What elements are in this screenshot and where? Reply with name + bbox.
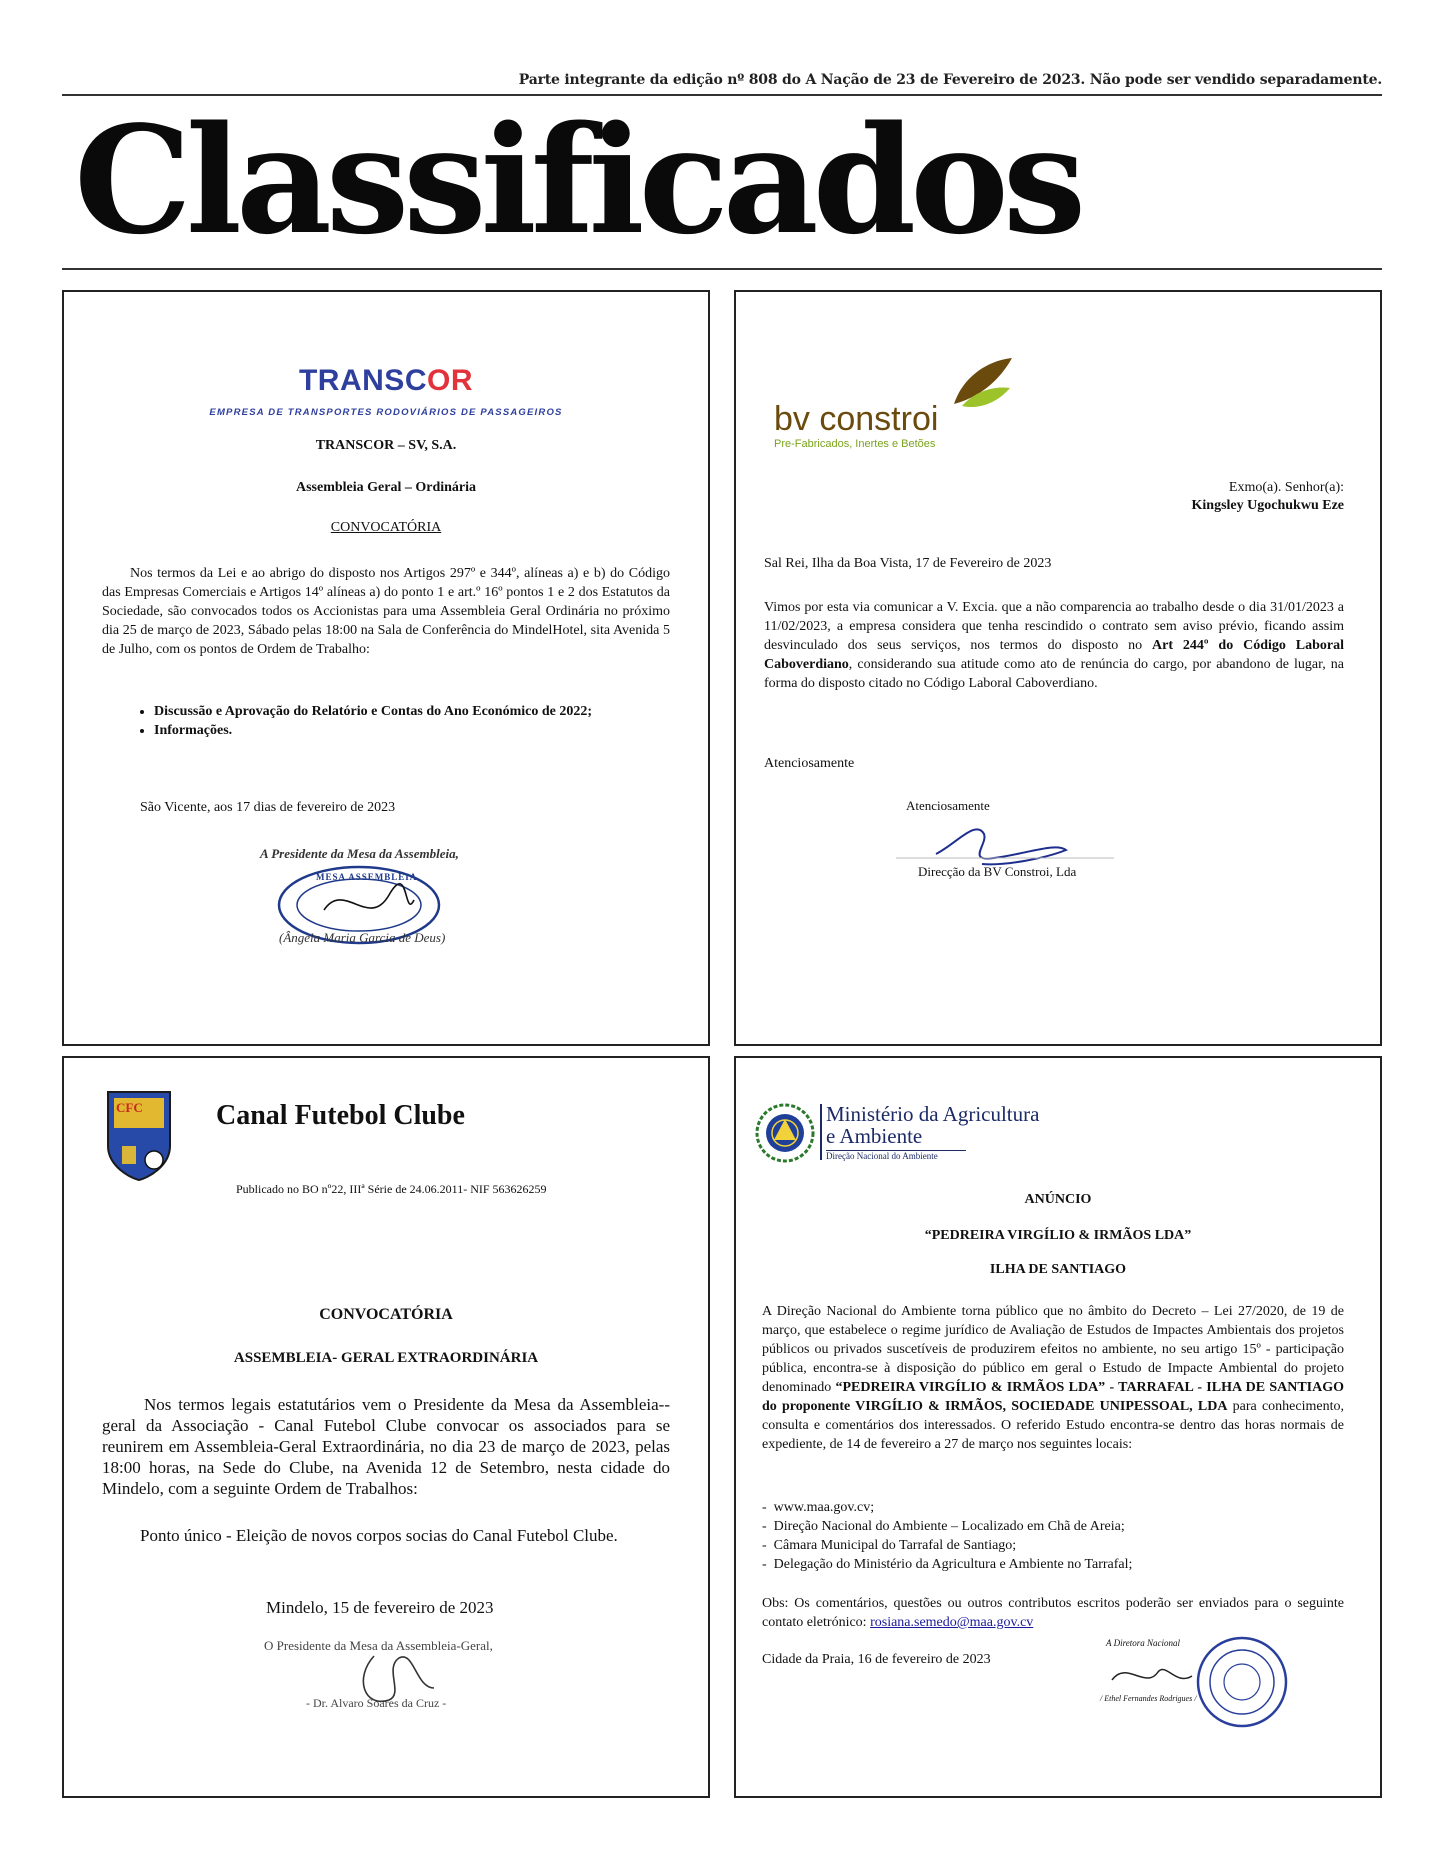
ad-transcor xyxy=(62,290,710,1046)
ministry-stamp-icon xyxy=(1194,1634,1290,1730)
transcor-logo xyxy=(64,364,708,398)
club-heading: CONVOCATÓRIA xyxy=(319,1306,453,1323)
ministry-body xyxy=(762,1302,1344,1454)
ministry-location-item: - www.maa.gov.cv; xyxy=(762,1500,875,1515)
club-title: Canal Futebol Clube xyxy=(216,1100,465,1131)
coat-of-arms-icon xyxy=(754,1102,816,1164)
header-rule-bottom xyxy=(62,268,1382,270)
ministry-obs xyxy=(762,1594,1344,1632)
club-publication: Publicado no BO nº22, IIIª Série de 24.06.2011- NIF 563626259 xyxy=(236,1182,547,1196)
transcor-logo-right: R xyxy=(450,364,473,397)
club-sig-title: O Presidente da Mesa da Assembleia-Geral, xyxy=(264,1638,493,1653)
leaf-logo-icon xyxy=(946,354,1016,410)
ministry-locations xyxy=(762,1498,1344,1574)
bv-logo-subtitle: Pre-Fabricados, Inertes e Betões xyxy=(774,438,936,450)
ministry-location-item: - Câmara Municipal do Tarrafal de Santiago; xyxy=(762,1538,1017,1553)
ministry-project: “PEDREIRA VIRGÍLIO & IRMÃOS LDA” xyxy=(924,1228,1192,1243)
masthead-title: Classificados xyxy=(74,93,1081,267)
bv-closing: Atenciosamente xyxy=(764,756,855,771)
transcor-stamp-text: MESA ASSEMBLEIA xyxy=(316,872,418,882)
ministry-sig-title: A Diretora Nacional xyxy=(1106,1638,1180,1648)
ministry-place-date: Cidade da Praia, 16 de fevereiro de 2023 xyxy=(762,1652,991,1667)
edition-note: Parte integrante da edição nº 808 do A Nação de 23 de Fevereiro de 2023. Não pode ser vendido separadamente. xyxy=(518,72,1382,88)
ministry-location-item: - Delegação do Ministério da Agricultura e Ambiente no Tarrafal; xyxy=(762,1557,1133,1572)
ministry-divider xyxy=(820,1104,822,1160)
ministry-sig-name: / Ethel Fernandes Rodrigues / xyxy=(1100,1694,1197,1703)
transcor-agenda xyxy=(134,702,670,740)
transcor-place-date: São Vicente, aos 17 dias de fevereiro de 2023 xyxy=(140,800,396,815)
transcor-agenda-item: • Discussão e Aprovação do Relatório e Contas do Ano Económico de 2022; xyxy=(154,702,670,721)
ministry-location-text: www.maa.gov.cv; xyxy=(773,1500,875,1515)
bv-addressee-label: Exmo(a). Senhor(a): xyxy=(1228,480,1344,495)
ministry-body-bold: “PEDREIRA VIRGÍLIO & IRMÃOS LDA” - TARRAFAL - ILHA DE SANTIAGO do proponente VIRGÍLIO & IRMÃOS, SOCIEDADE UNIPESSOAL, LDA xyxy=(762,1380,1344,1414)
ad-ministerio-ambiente xyxy=(734,1056,1382,1798)
ministry-island: ILHA DE SANTIAGO xyxy=(989,1262,1127,1277)
ministry-location-text: Direção Nacional do Ambiente – Localizado em Chã de Areia; xyxy=(773,1519,1125,1534)
transcor-logo-subtitle: EMPRESA DE TRANSPORTES RODOVIÁRIOS DE PASSAGEIROS xyxy=(209,407,563,418)
transcor-sig-title: A Presidente da Mesa da Assembleia, xyxy=(260,846,459,861)
bv-logo: bv constroi xyxy=(774,400,939,438)
ministry-heading: ANÚNCIO xyxy=(1024,1192,1092,1207)
ministry-email-link[interactable]: rosiana.semedo@maa.gov.cv xyxy=(870,1615,1034,1630)
ministry-title xyxy=(826,1103,1039,1147)
transcor-body: Nos termos da Lei e ao abrigo do disposto nos Artigos 297º e 344º, alíneas a) e b) do Código das Empresas Comerciais e Artigos 14º alíneas a) do ponto 1 e art.º 16º pontos 1 e 2 dos Estatutos da Sociedade, são convocados todos os Accionistas para uma Assembleia Geral Ordinária no próximo dia 25 de março de 2023, Sábado pelas 18:00 na Sala de Conferência do MindelHotel, sita Avenida 5 de Julho, com os pontos de Ordem de Trabalho: xyxy=(102,566,670,657)
ministry-obs-text: Obs: Os comentários, questões ou outros contributos escritos poderão ser enviados para o seguinte contato eletrónico: xyxy=(762,1596,1344,1630)
bv-place-date: Sal Rei, Ilha da Boa Vista, 17 de Fevereiro de 2023 xyxy=(764,556,1052,571)
club-sig-name: - Dr. Alvaro Soares da Cruz - xyxy=(306,1696,447,1710)
transcor-agenda-item: • Informações. xyxy=(154,721,670,740)
club-agenda: Ponto único - Eleição de novos corpos socias do Canal Futebol Clube. xyxy=(140,1526,618,1545)
ministry-title-line2: e Ambiente xyxy=(826,1124,923,1148)
bv-body-text: Vimos por esta via comunicar a V. Excia. que a não comparencia ao trabalho desde o dia 31/01/2023 a 11/02/2023, a empresa considera que tenha rescindido o contrato sem aviso prévio, ficando assim desvinculado dos seus serviços, nos termos do disposto no xyxy=(764,600,1344,653)
ministry-body-text-2: para conhecimento, consulta e comentários dos interessados. O referido Estudo encontra-se dentro das horas normais de expediente, de 14 de fevereiro a 27 de março nos seguintes locais: xyxy=(762,1399,1344,1452)
transcor-company: TRANSCOR – SV, S.A. xyxy=(315,438,457,453)
bv-body xyxy=(764,598,1344,693)
club-badge-letters: CFC xyxy=(116,1100,143,1115)
ministry-body-text: A Direção Nacional do Ambiente torna público que no âmbito do Decreto – Lei 27/2020, de 19 de março, que estabelece o regime jurídico de Avaliação de Estudos de Impactes Ambientais dos projetos públicos ou privados suscetíveis de produzirem efeitos no ambiente, no seu artigo 15º - participação pública, encontra-se à disposição do público em geral o Estudo de Impacte Ambiental do projeto denominado xyxy=(762,1304,1344,1395)
bv-body-bold: Art 244º do Código Laboral Caboverdiano xyxy=(764,638,1344,672)
bv-addressee-name: Kingsley Ugochukwu Eze xyxy=(1191,498,1344,513)
transcor-logo-mid: O xyxy=(426,364,451,397)
transcor-heading: CONVOCATÓRIA xyxy=(330,520,442,535)
ministry-location-text: Câmara Municipal do Tarrafal de Santiago; xyxy=(773,1538,1017,1553)
ministry-location-item: - Direção Nacional do Ambiente – Localizado em Chã de Areia; xyxy=(762,1519,1125,1534)
transcor-logo-left: TRANSC xyxy=(298,364,427,397)
ministry-title-line1: Ministério da Agricultura xyxy=(826,1102,1040,1126)
club-place-date: Mindelo, 15 de fevereiro de 2023 xyxy=(266,1598,494,1617)
ministry-signature-icon xyxy=(1106,1650,1196,1700)
ministry-subtitle: Direção Nacional do Ambiente xyxy=(826,1150,966,1161)
transcor-sig-name: (Ângela Maria Garcia de Deus) xyxy=(279,930,446,945)
ad-bv-constroi xyxy=(734,290,1382,1046)
bv-sig-closing: Atenciosamente xyxy=(906,798,990,813)
bv-body-text-2: , considerando sua atitude como ato de renúncia do cargo, por abandono de lugar, na forma do disposto citado no Código Laboral Caboverdiano. xyxy=(764,657,1344,691)
transcor-meeting: Assembleia Geral – Ordinária xyxy=(295,480,477,495)
ministry-location-text: Delegação do Ministério da Agricultura e Ambiente no Tarrafal; xyxy=(773,1557,1133,1572)
club-body: Nos termos legais estatutários vem o Presidente da Mesa da Assembleia--geral da Associação - Canal Futebol Clube convocar os associados para se reunirem em Assembleia-Geral Extraordinária, no dia 23 de março de 2023, pelas 18:00 horas, na Sede do Clube, na Avenida 12 de Setembro, nesta cidade do Mindelo, com a seguinte Ordem de Trabalhos: xyxy=(102,1395,670,1498)
club-subheading: ASSEMBLEIA- GERAL EXTRAORDINÁRIA xyxy=(233,1350,539,1366)
bv-sig-line: Direcção da BV Constroi, Lda xyxy=(918,864,1077,879)
ad-canal-futebol-clube xyxy=(62,1056,710,1798)
